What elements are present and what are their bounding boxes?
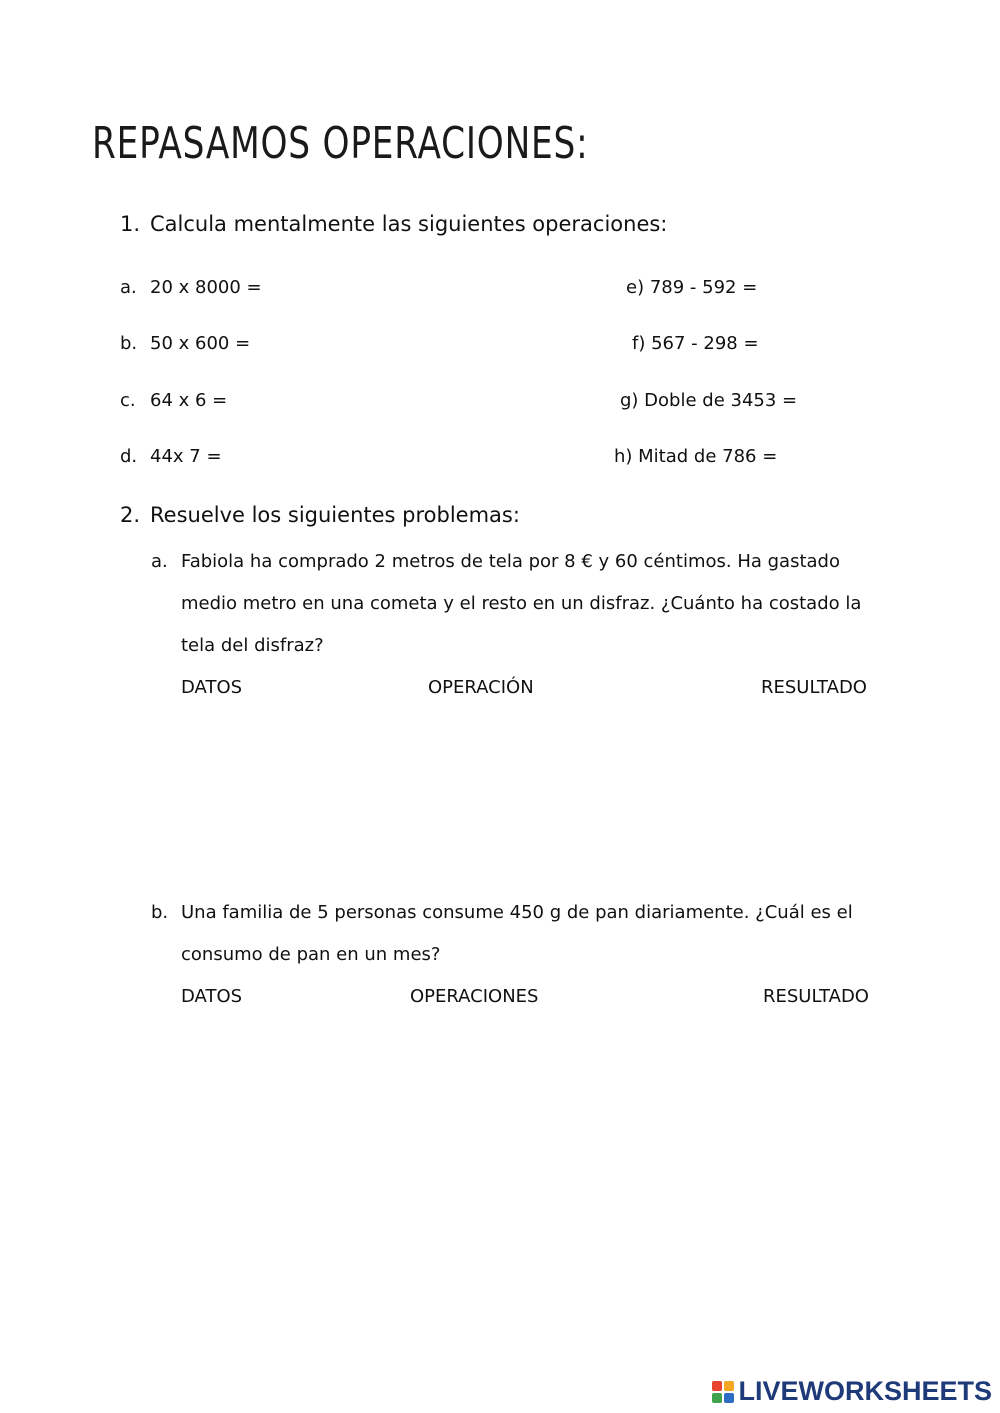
problem-a-letter: a. [151,551,168,572]
question-1-heading [120,212,667,236]
operation-text: 20 x 8000 = [150,277,262,298]
logo-square [712,1393,722,1403]
operation-d [120,446,222,467]
logo-squares-icon [712,1381,734,1403]
question-2-number: 2. [120,503,141,527]
operation-text: 50 x 600 = [150,333,251,354]
problem-a-operacion-label: OPERACIÓN [428,677,534,698]
question-2-heading [120,503,520,527]
question-2-text: Resuelve los siguientes problemas: [150,503,520,527]
problem-b-resultado-label: RESULTADO [763,986,869,1007]
problem-b-operaciones-label: OPERACIONES [410,986,539,1007]
problem-b-datos-label: DATOS [181,986,243,1007]
logo-square [724,1381,734,1391]
operation-b [120,333,250,354]
operation-a [120,277,262,298]
operation-h: h) Mitad de 786 = [614,446,778,467]
question-1-text: Calcula mentalmente las siguientes operaciones: [150,212,668,236]
operation-c [120,390,227,411]
operation-text: 64 x 6 = [150,390,228,411]
operation-g: g) Doble de 3453 = [620,390,798,411]
operation-letter: a. [120,277,137,298]
operation-letter: b. [120,333,138,354]
liveworksheets-logo [712,1376,992,1407]
question-1-number: 1. [120,212,141,236]
operation-letter: d. [120,446,138,467]
problem-a-datos-label: DATOS [181,677,243,698]
logo-square [724,1393,734,1403]
problem-a-line-1: Fabiola ha comprado 2 metros de tela por 8 € y 60 céntimos. Ha gastado [181,551,840,572]
operation-text: 44x 7 = [150,446,222,467]
problem-b-line-1: Una familia de 5 personas consume 450 g de pan diariamente. ¿Cuál es el [181,902,853,923]
operation-f: f) 567 - 298 = [632,333,759,354]
operation-e: e) 789 - 592 = [626,277,758,298]
problem-a-resultado-label: RESULTADO [761,677,867,698]
operation-letter: c. [120,390,136,411]
logo-text: LIVEWORKSHEETS [738,1376,992,1406]
problem-a-line-3: tela del disfraz? [181,635,324,656]
problem-b-line-2: consumo de pan en un mes? [181,944,441,965]
problem-a-line-2: medio metro en una cometa y el resto en un disfraz. ¿Cuánto ha costado la [181,593,862,614]
page-title: REPASAMOS OPERACIONES: [92,118,589,169]
problem-b-letter: b. [151,902,169,923]
logo-square [712,1381,722,1391]
